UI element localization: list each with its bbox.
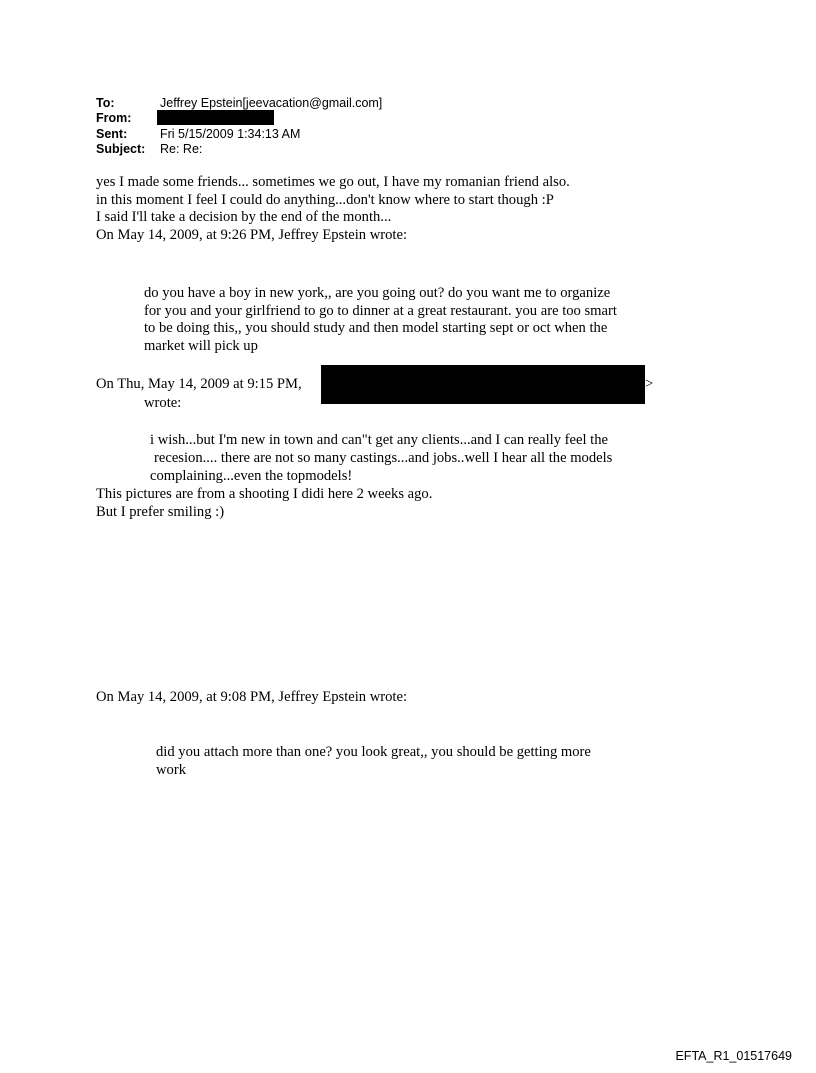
to-label: To: xyxy=(96,96,115,110)
quote3-line: did you attach more than one? you look great,, you should be getting more xyxy=(156,744,591,760)
quote1-line: to be doing this,, you should study and then model starting sept or oct when the xyxy=(144,320,608,336)
quote1-header: On May 14, 2009, at 9:26 PM, Jeffrey Epstein wrote: xyxy=(96,226,408,243)
quote2-header: On Thu, May 14, 2009 at 9:15 PM, xyxy=(96,376,302,392)
reply-line: yes I made some friends... sometimes we go out, I have my romanian friend also. xyxy=(96,174,570,190)
quote1-line: market will pick up xyxy=(144,337,258,354)
sent-value: Fri 5/15/2009 1:34:13 AM xyxy=(160,127,301,141)
quote2-wrote: wrote: xyxy=(144,395,182,411)
email-header xyxy=(96,96,496,160)
quote3-header: On May 14, 2009, at 9:08 PM, Jeffrey Epstein wrote: xyxy=(96,689,408,705)
quote1-line: for you and your girlfriend to go to dinner at a great restaurant. you are too smart xyxy=(144,302,617,319)
sent-label: Sent: xyxy=(96,127,128,141)
pictures-line: But I prefer smiling :) xyxy=(96,504,225,520)
subject-value: Re: Re: xyxy=(160,142,203,156)
quote2-line: i wish...but I'm new in town and can"t get any clients...and I can really feel the xyxy=(150,432,609,448)
quote2-line: complaining...even the topmodels! xyxy=(150,468,353,484)
document-id: EFTA_R1_01517649 xyxy=(675,1049,792,1063)
from-redaction xyxy=(157,110,274,125)
to-value: Jeffrey Epstein[jeevacation@gmail.com] xyxy=(160,96,383,110)
pictures-line: This pictures are from a shooting I didi here 2 weeks ago. xyxy=(96,486,433,502)
from-label: From: xyxy=(96,111,132,125)
quote3-line: work xyxy=(156,762,186,778)
quote2-header-end: > xyxy=(645,376,654,392)
sender-redaction xyxy=(321,365,645,404)
quote1-line: do you have a boy in new york,, are you going out? do you want me to organize xyxy=(144,285,611,301)
subject-label: Subject: xyxy=(96,142,146,156)
quote2-line: recesion.... there are not so many castings...and jobs..well I hear all the models xyxy=(154,450,613,466)
reply-line: in this moment I feel I could do anything...don't know where to start though :P xyxy=(96,191,554,208)
reply-line: I said I'll take a decision by the end of the month... xyxy=(96,209,392,225)
